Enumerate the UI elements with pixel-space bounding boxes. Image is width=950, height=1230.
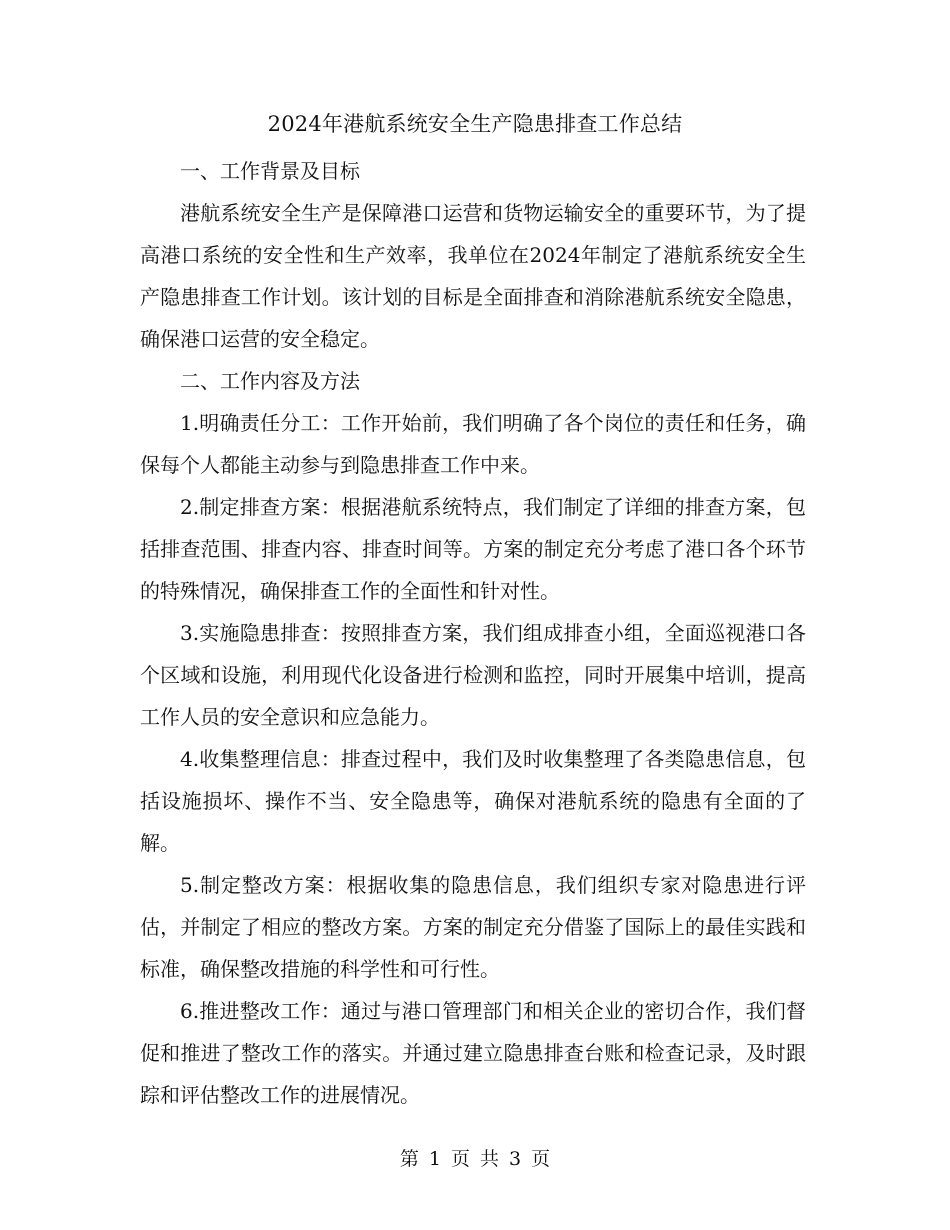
page-number-footer: 第 1 页 共 3 页 bbox=[399, 1148, 551, 1170]
paragraph-item-1: 1.明确责任分工：工作开始前，我们明确了各个岗位的责任和任务，确保每个人都能主动参与到隐患排查工作中来。 bbox=[140, 411, 806, 477]
document-title: 2024年港航系统安全生产隐患排查工作总结 bbox=[267, 112, 683, 136]
paragraph-item-2: 2.制定排查方案：根据港航系统特点，我们制定了详细的排查方案，包括排查范围、排查内容、排查时间等。方案的制定充分考虑了港口各个环节的特殊情况，确保排查工作的全面性和针对性。 bbox=[140, 495, 806, 603]
section-heading-background: 一、工作背景及目标 bbox=[180, 159, 360, 183]
paragraph-item-4: 4.收集整理信息：排查过程中，我们及时收集整理了各类隐患信息，包括设施损坏、操作不当、安全隐患等，确保对港航系统的隐患有全面的了解。 bbox=[140, 747, 806, 855]
paragraph-item-5: 5.制定整改方案：根据收集的隐患信息，我们组织专家对隐患进行评估，并制定了相应的整改方案。方案的制定充分借鉴了国际上的最佳实践和标准，确保整改措施的科学性和可行性。 bbox=[140, 873, 806, 981]
paragraph-item-6: 6.推进整改工作：通过与港口管理部门和相关企业的密切合作，我们督促和推进了整改工作的落实。并通过建立隐患排查台账和检查记录，及时跟踪和评估整改工作的进展情况。 bbox=[140, 999, 806, 1107]
paragraph-item-3: 3.实施隐患排查：按照排查方案，我们组成排查小组，全面巡视港口各个区域和设施，利用现代化设备进行检测和监控，同时开展集中培训，提高工作人员的安全意识和应急能力。 bbox=[140, 621, 806, 729]
document-body bbox=[140, 150, 806, 1116]
paragraph-background: 港航系统安全生产是保障港口运营和货物运输安全的重要环节，为了提高港口系统的安全性和生产效率，我单位在2024年制定了港航系统安全生产隐患排查工作计划。该计划的目标是全面排查和消除港航系统安全隐患，确保港口运营的安全稳定。 bbox=[140, 201, 806, 351]
section-heading-content-methods: 二、工作内容及方法 bbox=[180, 369, 360, 393]
